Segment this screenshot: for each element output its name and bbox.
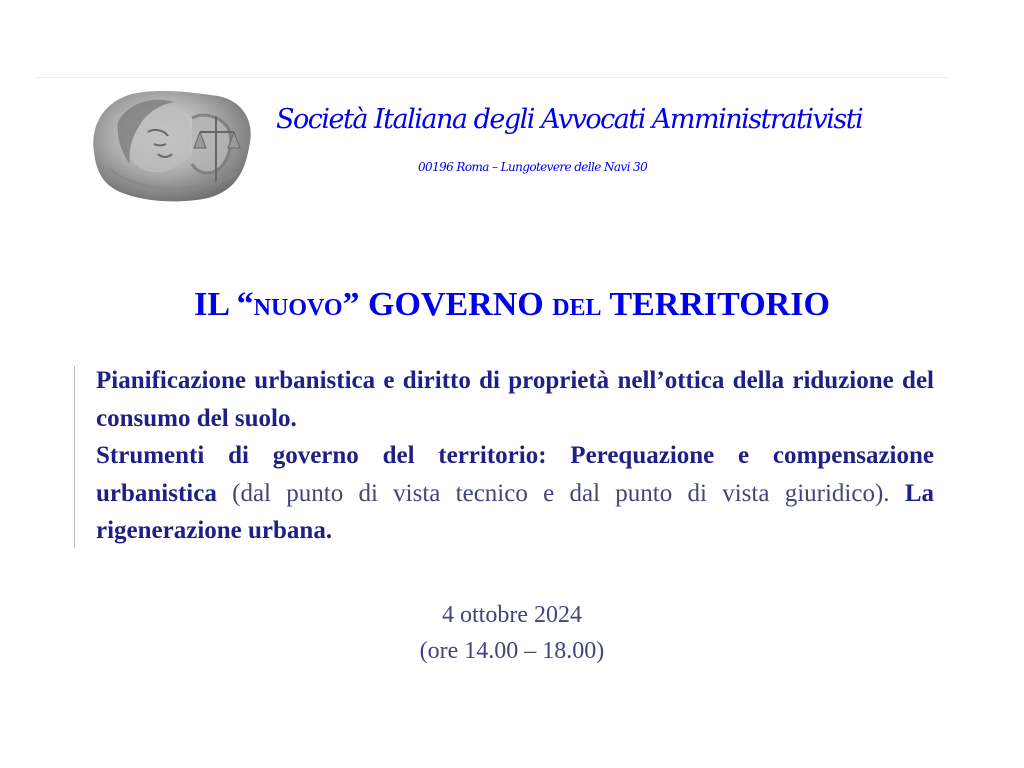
description-line: Strumenti di governo del territorio: Perequazione e compensazione urbanistica xyxy=(96,442,934,507)
margin-rule xyxy=(74,366,75,548)
organization-name: Società Italiana degli Avvocati Amministrativisti xyxy=(276,104,863,135)
top-divider xyxy=(36,77,948,78)
description-line: Pianificazione urbanistica e diritto di proprietà nell’ottica della riduzione del consumo del suolo. xyxy=(96,367,934,432)
event-description xyxy=(96,362,934,550)
event-time: (ore 14.00 – 18.00) xyxy=(419,638,605,664)
title-part: del xyxy=(552,286,602,323)
description-line: (dal punto di vista tecnico e dal punto di vista giuridico). xyxy=(216,479,905,507)
organization-address: 00196 Roma – Lungotevere delle Navi 30 xyxy=(418,160,648,174)
event-date: 4 ottobre 2024 xyxy=(442,602,582,628)
page-title xyxy=(0,286,1024,324)
title-part: ” GOVERNO xyxy=(342,286,553,323)
title-part: nuovo xyxy=(253,286,343,323)
bas-relief-justice-figure-icon xyxy=(88,88,256,204)
title-part: TERRITORIO xyxy=(601,286,830,323)
title-part: IL “ xyxy=(194,286,254,323)
description-line: La rigenerazione urbana. xyxy=(96,479,934,544)
